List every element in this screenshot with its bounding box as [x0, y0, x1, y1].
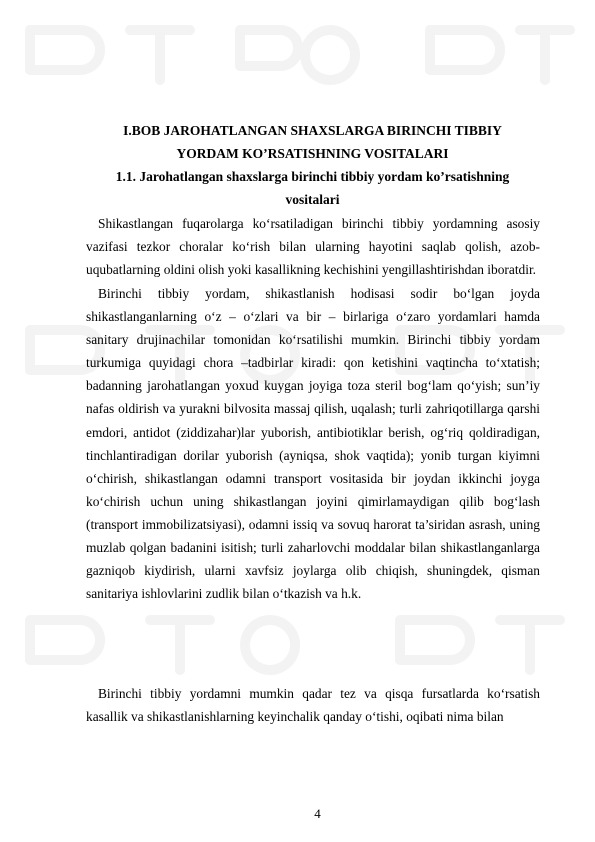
paragraph-1: Shikastlangan fuqarolarga ko‘rsatiladigan birinchi tibbiy yordamning asosiy vazifasi tezkor choralar ko‘rish bilan ularning hayotini saqlab qolish, azob-uqubatlarning oldini olish yoki kasallikning kechishini yengillashtirishdan iboratdir.: [86, 216, 540, 278]
page-number: 4: [314, 806, 321, 821]
chapter-heading-line-1: I.BOB JAROHATLANGAN SHAXSLARGA BIRINCHI TIBBIY: [123, 123, 502, 138]
chapter-heading-line-2: YORDAM KO’RSATISHNING VOSITALARI: [176, 146, 449, 161]
paragraph-3: Birinchi tibbiy yordamni mumkin qadar tez va qisqa fursatlarda ko‘rsatish kasallik va shikastlanishlarning keyinchalik qanday o‘tishi, oqibati nima bilan: [86, 686, 540, 725]
paragraph-2: Birinchi tibbiy yordam, shikastlanish hodisasi sodir bo‘lgan joyda shikastlanganlarning o‘z – o‘zlari va bir – birlariga o‘zaro yordamlari hamda sanitary drujinachilar tomonidan ko‘rsatilishi mumkin. Birinchi tibbiy yordam turkumiga quyidagi chora –tadbirlar kiradi: qon ketishini vaqtincha to‘xtatish; badanning jarohatlangan yoxud kuygan joyiga toza steril bog‘lam qo‘yish; sun’iy nafas oldirish va yurakni bilvosita massaj qilish, uqalash; turli zahriqotillarga qarshi emdori, antidot (ziddizahar)lar yuborish, antibiotiklar berish, og‘riq qoldiradigan, tinchlantiradigan dorilar yuborish (ayniqsa, shok vaqtida); yonib turgan kiyimni o‘chirish, shikastlangan odamni transport vositasida bir joydan ikkinchi joyga ko‘chirish uchun uning shikastlangan joyini qimirlamaydigan qilib bog‘lash (transport immobilizatsiyasi), odamni issiq va sovuq harorat ta’siridan asrash, uning muzlab qolgan badanini isitish; turli zaharlovchi moddalar bilan shikastlanganlarga gazniqob kiydirish, ularni xavfsiz joylarga olib chiqish, shuningdek, qisman sanitariya ishlovlarini zudlik bilan o‘tkazish va h.k.: [86, 286, 540, 602]
section-heading-line-2: vositalari: [285, 192, 340, 207]
section-heading-line-1: 1.1. Jarohatlangan shaxslarga birinchi tibbiy yordam ko’rsatishning: [115, 169, 510, 184]
